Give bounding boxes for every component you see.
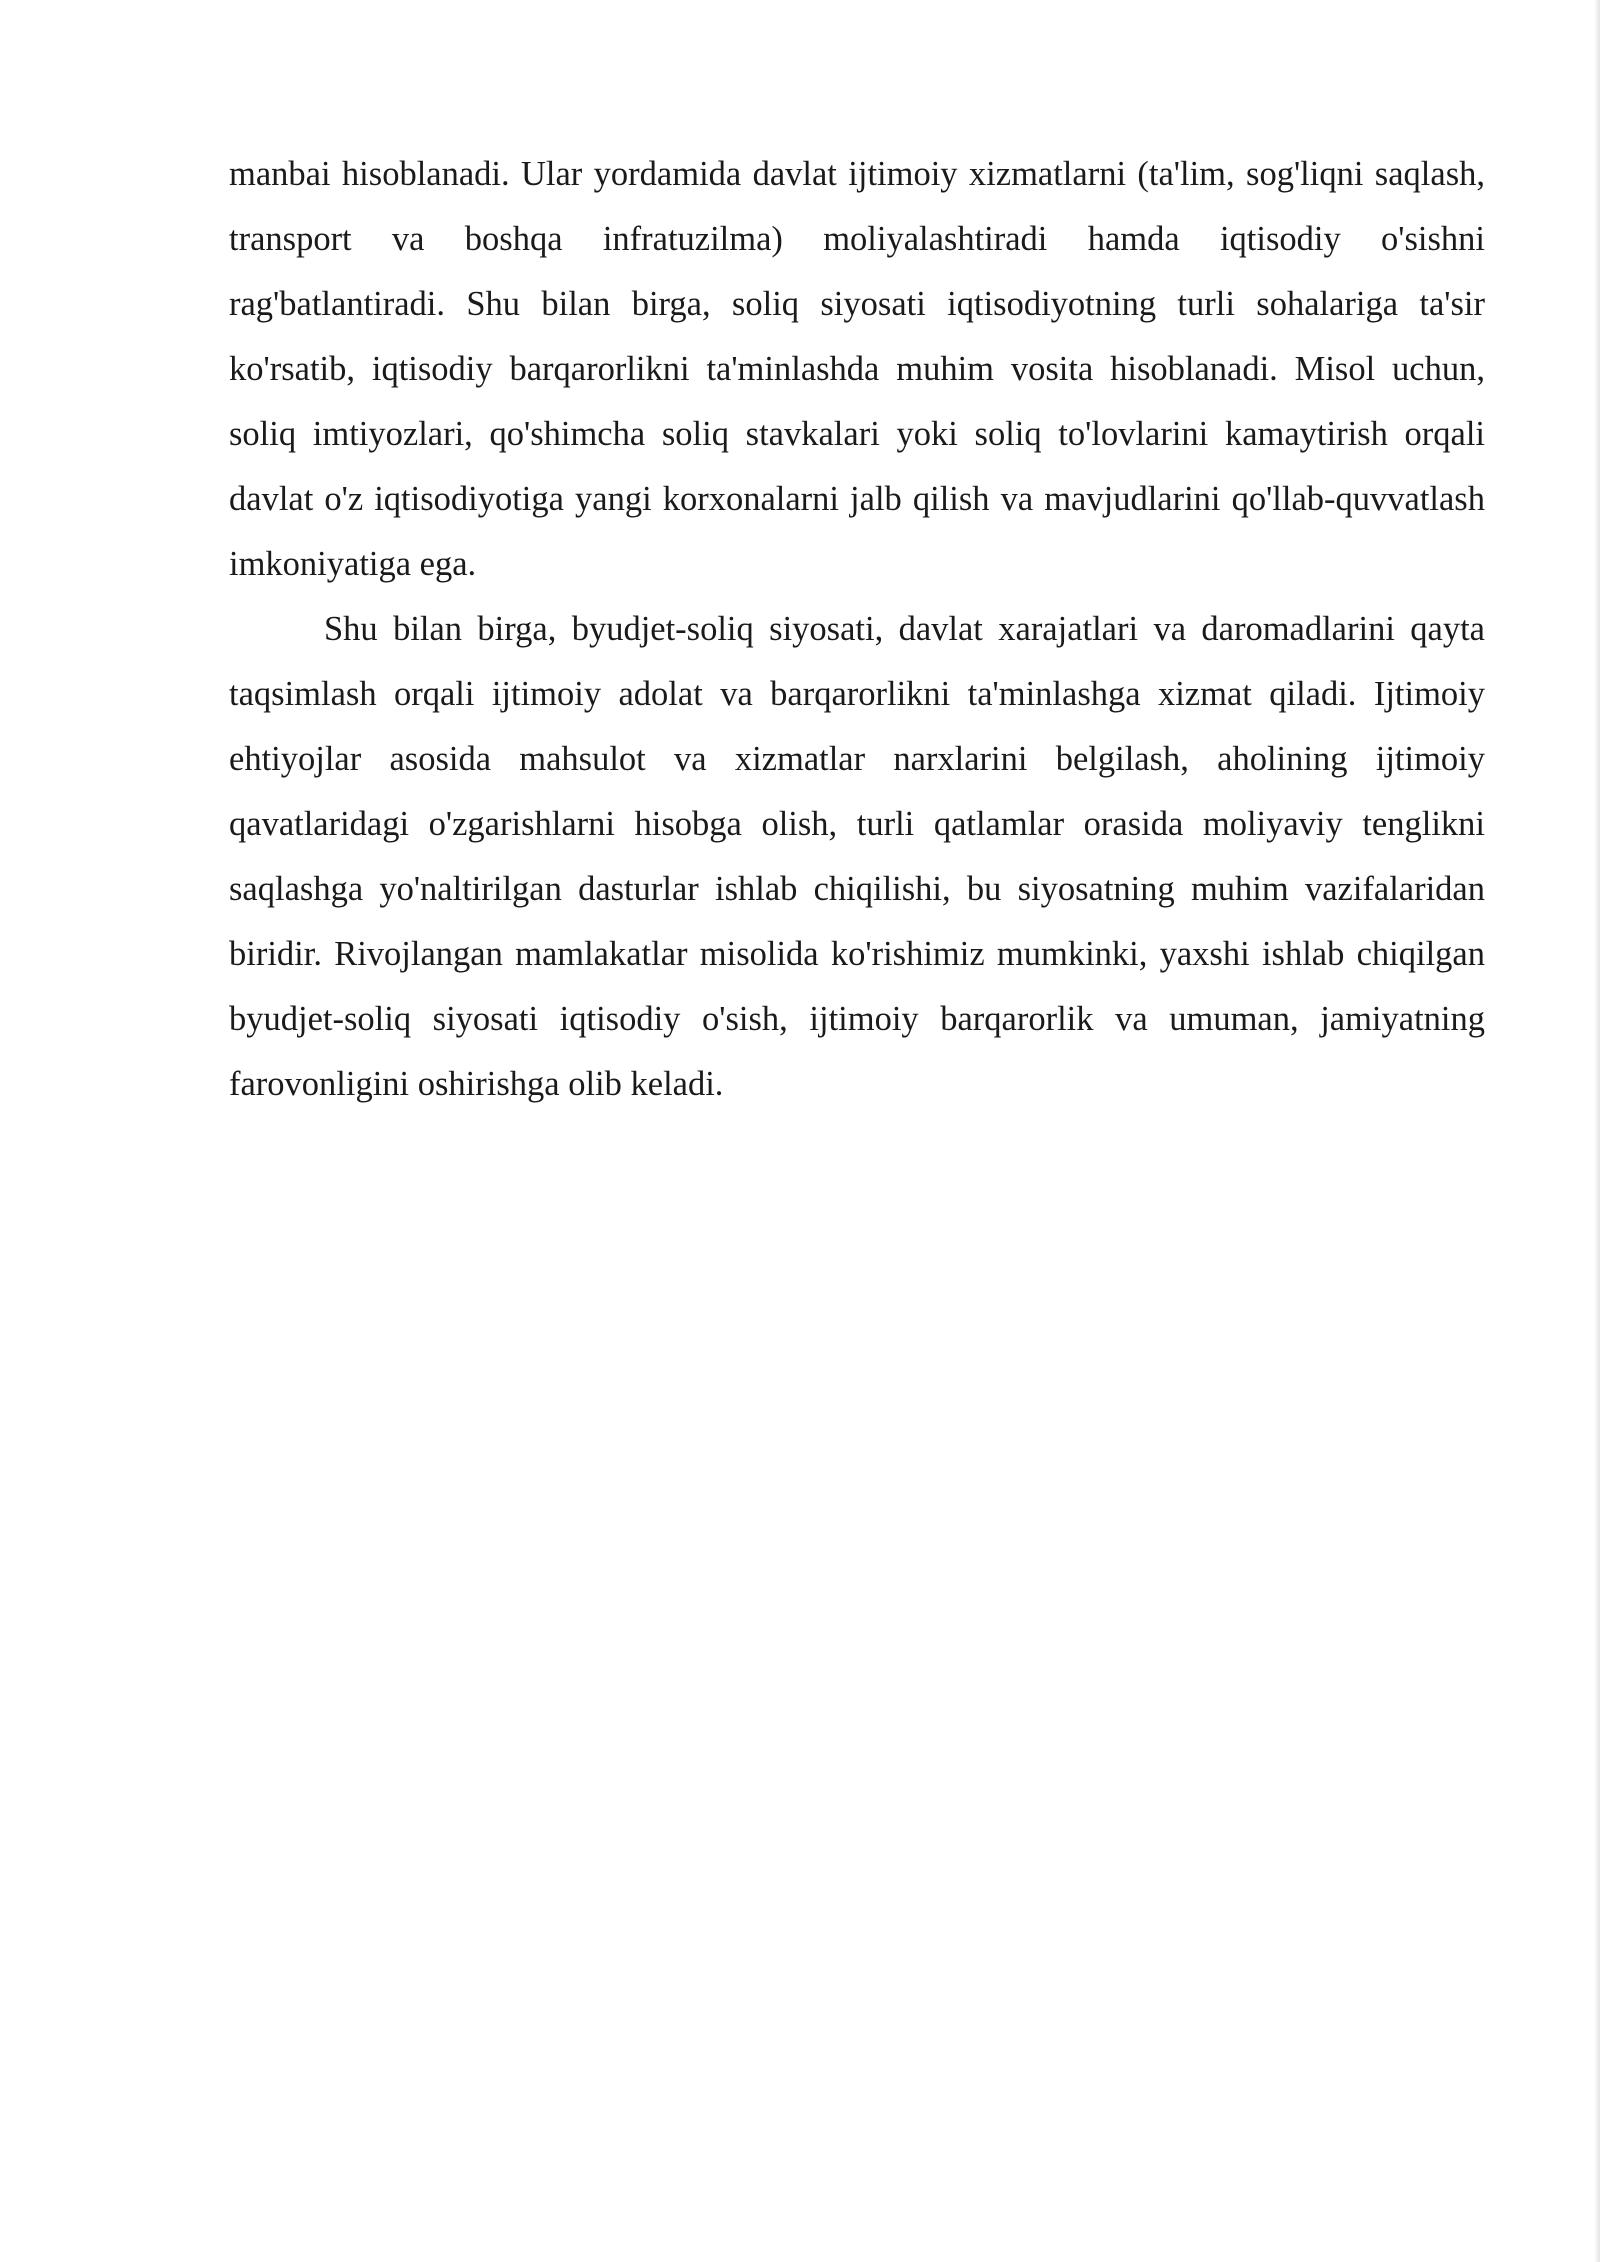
page-edge-shadow (1594, 0, 1600, 2262)
paragraph-continuation: manbai hisoblanadi. Ular yordamida davlat ijtimoiy xizmatlarni (ta'lim, sog'liqni saqlash, transport va boshqa infratuzilma) moliyalashtiradi hamda iqtisodiy o'sishni rag'batlantiradi. Shu bilan birga, soliq siyosati iqtisodiyotning turli sohalariga ta'sir ko'rsatib, iqtisodiy barqarorlikni ta'minlashda muhim vosita hisoblanadi. Misol uchun, soliq imtiyozlari, qo'shimcha soliq stavkalari yoki soliq to'lovlarini kamaytirish orqali davlat o'z iqtisodiyotiga yangi korxonalarni jalb qilish va mavjudlarini qo'llab-quvvatlash imkoniyatiga ega. (229, 155, 1485, 583)
paragraph-budget-tax-policy: Shu bilan birga, byudjet-soliq siyosati, davlat xarajatlari va daromadlarini qayta taqsimlash orqali ijtimoiy adolat va barqarorlikni ta'minlashga xizmat qiladi. Ijtimoiy ehtiyojlar asosida mahsulot va xizmatlar narxlarini belgilash, aholining ijtimoiy qavatlaridagi o'zgarishlarni hisobga olish, turli qatlamlar orasida moliyaviy tenglikni saqlashga yo'naltirilgan dasturlar ishlab chiqilishi, bu siyosatning muhim vazifalaridan biridir. Rivojlangan mamlakatlar misolida ko'rishimiz mumkinki, yaxshi ishlab chiqilgan byudjet-soliq siyosati iqtisodiy o'sish, ijtimoiy barqarorlik va umuman, jamiyatning farovonligini oshirishga olib keladi. (229, 610, 1485, 1103)
document-body (229, 142, 1485, 1117)
